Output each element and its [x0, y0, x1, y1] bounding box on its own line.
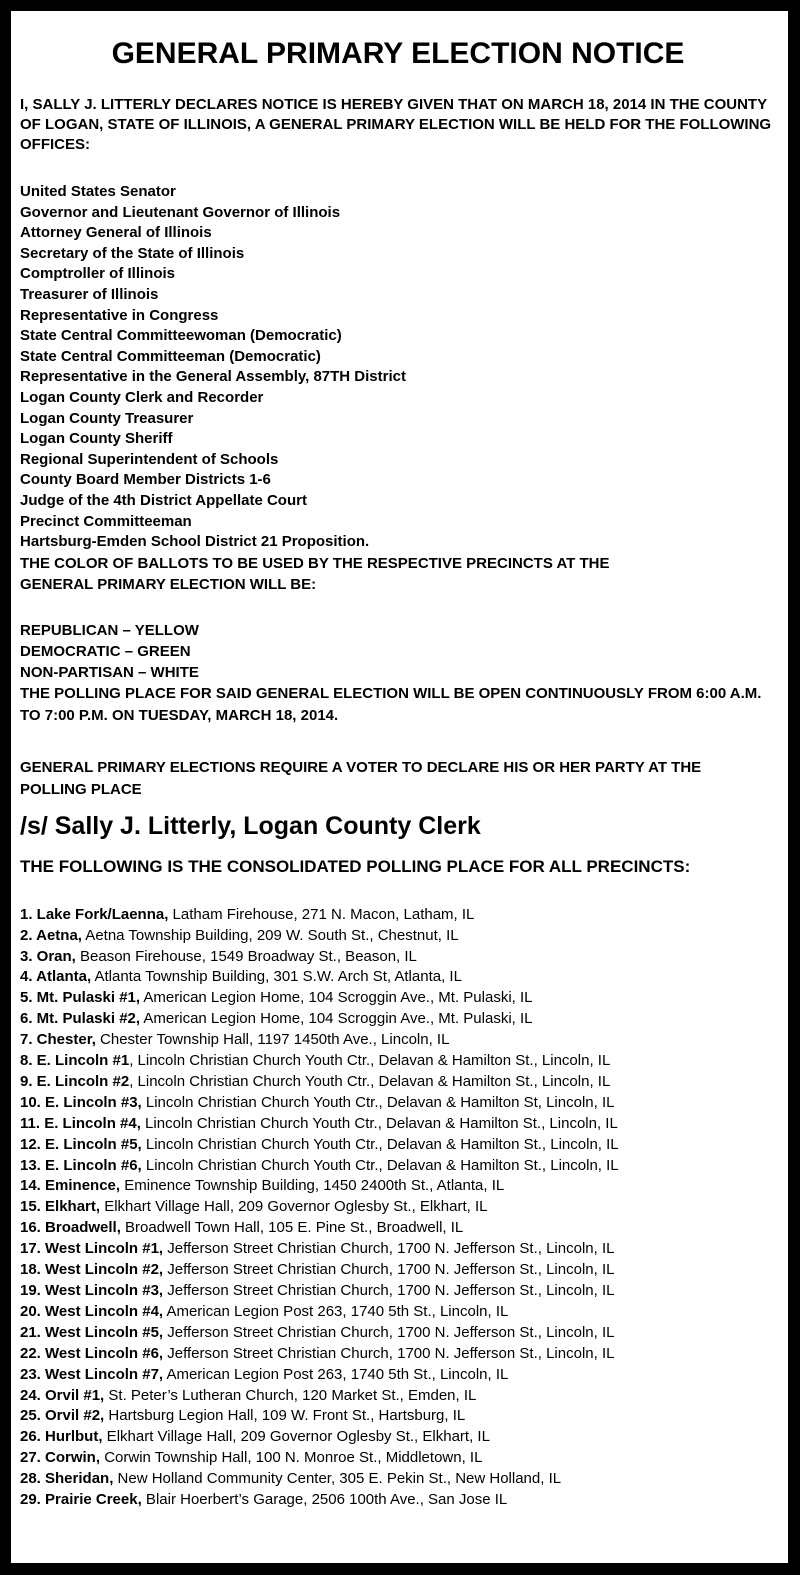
precinct-item — [20, 1218, 776, 1239]
precinct-label: 12. E. Lincoln #5, — [20, 1135, 142, 1153]
precincts-heading: THE FOLLOWING IS THE CONSOLIDATED POLLING PLACE FOR ALL PRECINCTS: — [20, 856, 691, 876]
office-item: State Central Committeewoman (Democratic) — [20, 327, 342, 345]
precinct-address: Aetna Township Building, 209 W. South St., Chestnut, IL — [81, 926, 459, 944]
precinct-item — [20, 1344, 776, 1365]
precinct-address: Jefferson Street Christian Church, 1700 N. Jefferson St., Lincoln, IL — [163, 1344, 615, 1362]
precinct-address: American Legion Home, 104 Scroggin Ave., Mt. Pulaski, IL — [140, 989, 533, 1007]
precinct-address: Atlanta Township Building, 301 S.W. Arch St, Atlanta, IL — [91, 968, 462, 986]
office-item: State Central Committeeman (Democratic) — [20, 347, 321, 365]
notice-document — [11, 11, 788, 1563]
office-item: Precinct Committeeman — [20, 512, 192, 530]
precinct-label: 2. Aetna, — [20, 926, 82, 944]
office-item: United States Senator — [20, 183, 176, 200]
precinct-address: Hartsburg Legion Hall, 109 W. Front St., Hartsburg, IL — [104, 1407, 466, 1425]
office-item: Judge of the 4th District Appellate Court — [20, 491, 307, 509]
precinct-address: , Lincoln Christian Church Youth Ctr., Delavan & Hamilton St., Lincoln, IL — [129, 1072, 611, 1090]
precinct-item — [20, 1281, 776, 1302]
precinct-address: Jefferson Street Christian Church, 1700 N. Jefferson St., Lincoln, IL — [163, 1240, 615, 1258]
precinct-address: American Legion Post 263, 1740 5th St., Lincoln, IL — [163, 1365, 509, 1383]
precinct-label: 9. E. Lincoln #2 — [20, 1072, 130, 1090]
precinct-address: American Legion Home, 104 Scroggin Ave., Mt. Pulaski, IL — [140, 1010, 533, 1028]
precinct-item — [20, 1260, 776, 1281]
office-item: Secretary of the State of Illinois — [20, 244, 245, 262]
precinct-address: Jefferson Street Christian Church, 1700 N. Jefferson St., Lincoln, IL — [163, 1323, 615, 1341]
precinct-address: Jefferson Street Christian Church, 1700 N. Jefferson St., Lincoln, IL — [163, 1282, 615, 1299]
ballot-colors-list — [20, 620, 776, 683]
precinct-address: Lincoln Christian Church Youth Ctr., Delavan & Hamilton St, Lincoln, IL — [141, 1093, 615, 1111]
precinct-item — [20, 1365, 776, 1386]
precinct-item — [20, 1114, 776, 1135]
precinct-address: Eminence Township Building, 1450 2400th St., Atlanta, IL — [120, 1177, 505, 1195]
precinct-label: 21. West Lincoln #5, — [20, 1323, 164, 1341]
precinct-label: 18. West Lincoln #2, — [20, 1261, 164, 1279]
precinct-address: Latham Firehouse, 271 N. Macon, Latham, IL — [168, 905, 475, 923]
precinct-label: 17. West Lincoln #1, — [20, 1240, 164, 1258]
precincts-list — [20, 905, 776, 1511]
precinct-label: 23. West Lincoln #7, — [20, 1365, 164, 1383]
precinct-address: Lincoln Christian Church Youth Ctr., Delavan & Hamilton St., Lincoln, IL — [140, 1114, 618, 1132]
precinct-label: 5. Mt. Pulaski #1, — [20, 989, 141, 1007]
precinct-label: 14. Eminence, — [20, 1177, 121, 1195]
office-item: County Board Member Districts 1-6 — [20, 471, 271, 489]
precinct-address: St. Peter’s Lutheran Church, 120 Market St., Emden, IL — [104, 1386, 477, 1404]
precinct-label: 26. Hurlbut, — [20, 1428, 103, 1446]
precinct-item — [20, 967, 776, 988]
precinct-address: , Lincoln Christian Church Youth Ctr., Delavan & Hamilton St., Lincoln, IL — [129, 1052, 611, 1070]
precinct-label: 24. Orvil #1, — [20, 1386, 105, 1404]
precinct-item — [20, 1030, 776, 1051]
precinct-address: Beason Firehouse, 1549 Broadway St., Beason, IL — [75, 947, 417, 965]
precinct-address: New Holland Community Center, 305 E. Pekin St., New Holland, IL — [113, 1470, 562, 1488]
party-declaration-paragraph: GENERAL PRIMARY ELECTIONS REQUIRE A VOTER TO DECLARE HIS OR HER PARTY AT THE POLLING PLACE — [20, 758, 702, 798]
ballot-color-item-nonpartisan: NON-PARTISAN – WHITE — [20, 663, 199, 681]
precinct-address: Blair Hoerbert’s Garage, 2506 100th Ave., San Jose IL — [141, 1491, 508, 1509]
precinct-address: Corwin Township Hall, 100 N. Monroe St., Middletown, IL — [100, 1449, 483, 1467]
office-item: Logan County Sheriff — [20, 430, 173, 448]
precinct-label: 20. West Lincoln #4, — [20, 1302, 164, 1320]
office-item: Regional Superintendent of Schools — [20, 450, 279, 468]
precinct-item — [20, 1093, 776, 1114]
precinct-address: Broadwell Town Hall, 105 E. Pine St., Broadwell, IL — [120, 1219, 464, 1237]
precinct-label: 13. E. Lincoln #6, — [20, 1156, 142, 1174]
precinct-address: American Legion Post 263, 1740 5th St., Lincoln, IL — [163, 1302, 509, 1320]
precinct-label: 16. Broadwell, — [20, 1219, 121, 1237]
precinct-item — [20, 1469, 776, 1490]
precinct-address: Jefferson Street Christian Church, 1700 N. Jefferson St., Lincoln, IL — [163, 1261, 615, 1279]
office-item: Representative in the General Assembly, 87TH District — [20, 368, 406, 386]
precinct-label: 1. Lake Fork/Laenna, — [20, 905, 169, 923]
precinct-item — [20, 1197, 776, 1218]
precinct-label: 3. Oran, — [20, 947, 76, 965]
precinct-address: Elkhart Village Hall, 209 Governor Oglesby St., Elkhart, IL — [100, 1198, 488, 1216]
ballot-color-item-democratic: DEMOCRATIC – GREEN — [20, 642, 191, 660]
office-item: Treasurer of Illinois — [20, 285, 159, 303]
precinct-item — [20, 1072, 776, 1093]
precinct-address: Lincoln Christian Church Youth Ctr., Delavan & Hamilton St., Lincoln, IL — [141, 1135, 619, 1153]
office-item: Governor and Lieutenant Governor of Illinois — [20, 203, 341, 221]
precinct-item — [20, 1009, 776, 1030]
intro-paragraph: I, SALLY J. LITTERLY DECLARES NOTICE IS HEREBY GIVEN THAT ON MARCH 18, 2014 IN THE COUNTY OF LOGAN, STATE OF ILLINOIS, A GENERAL PRIMARY ELECTION WILL BE HELD FOR THE FOLLOWING OFFICES: — [20, 96, 772, 153]
precinct-item — [20, 1406, 776, 1427]
ballot-color-heading: THE COLOR OF BALLOTS TO BE USED BY THE RESPECTIVE PRECINCTS AT THE GENERAL PRIMARY ELECTION WILL BE: — [20, 554, 610, 593]
precinct-item — [20, 1427, 776, 1448]
precinct-label: 4. Atlanta, — [20, 968, 92, 986]
precinct-label: 11. E. Lincoln #4, — [20, 1114, 141, 1132]
precinct-label: 8. E. Lincoln #1 — [20, 1052, 130, 1070]
precinct-address: Chester Township Hall, 1197 1450th Ave., Lincoln, IL — [95, 1031, 450, 1049]
precinct-label: 6. Mt. Pulaski #2, — [20, 1010, 141, 1028]
notice-title: GENERAL PRIMARY ELECTION NOTICE — [111, 37, 685, 70]
signature-heading: /s/ Sally J. Litterly, Logan County Clerk — [20, 811, 481, 840]
precinct-item — [20, 988, 776, 1009]
office-item: Logan County Treasurer — [20, 409, 194, 427]
office-item: Representative in Congress — [20, 306, 219, 324]
precinct-label: 7. Chester, — [20, 1031, 96, 1049]
precinct-label: 15. Elkhart, — [20, 1198, 101, 1216]
precinct-item — [20, 1323, 776, 1344]
precinct-item — [20, 1490, 776, 1511]
office-item: Attorney General of Illinois — [20, 224, 212, 242]
precinct-item — [20, 1386, 776, 1407]
precinct-address: Lincoln Christian Church Youth Ctr., Delavan & Hamilton St., Lincoln, IL — [141, 1156, 619, 1174]
polling-hours-paragraph: THE POLLING PLACE FOR SAID GENERAL ELECTION WILL BE OPEN CONTINUOUSLY FROM 6:00 A.M. TO 7:00 P.M. ON TUESDAY, MARCH 18, 2014. — [20, 684, 762, 724]
precinct-label: 22. West Lincoln #6, — [20, 1344, 164, 1362]
precinct-item — [20, 1051, 776, 1072]
precinct-item — [20, 1302, 776, 1323]
precinct-label: 10. E. Lincoln #3, — [20, 1093, 142, 1111]
precinct-label: 27. Corwin, — [20, 1449, 101, 1467]
office-item: Logan County Clerk and Recorder — [20, 388, 264, 406]
precinct-item — [20, 905, 776, 926]
ballot-color-item-republican: REPUBLICAN – YELLOW — [20, 621, 199, 639]
precinct-label: 29. Prairie Creek, — [20, 1491, 142, 1509]
office-item: Comptroller of Illinois — [20, 265, 176, 283]
precinct-label: 28. Sheridan, — [20, 1470, 114, 1488]
precinct-address: Elkhart Village Hall, 209 Governor Oglesby St., Elkhart, IL — [102, 1428, 490, 1446]
precinct-item — [20, 1448, 776, 1469]
precinct-item — [20, 1239, 776, 1260]
precinct-item — [20, 1135, 776, 1156]
precinct-label: 25. Orvil #2, — [20, 1407, 105, 1425]
precinct-label: 19. West Lincoln #3, — [20, 1282, 164, 1299]
precinct-item — [20, 1156, 776, 1177]
precinct-item — [20, 1176, 776, 1197]
precinct-item — [20, 926, 776, 947]
office-item: Hartsburg-Emden School District 21 Proposition. — [20, 533, 370, 551]
offices-list — [20, 182, 776, 553]
precinct-item — [20, 947, 776, 968]
